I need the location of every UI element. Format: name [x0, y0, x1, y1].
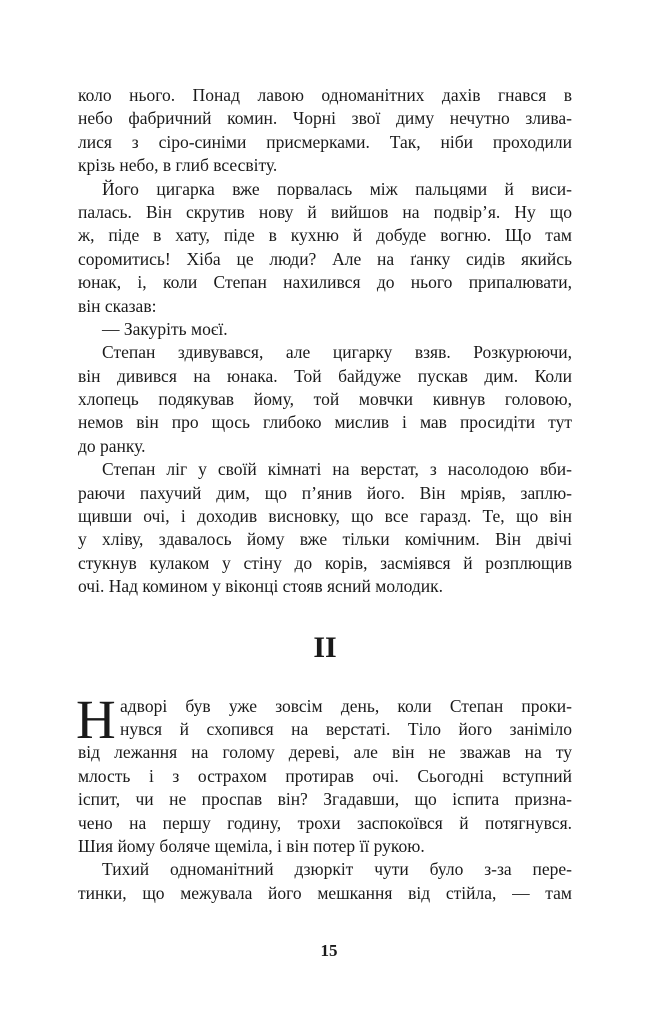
- text-line: чено на першу годину, трохи заспокоївся й потягнувся.: [78, 812, 572, 833]
- text-line: юнак, і, коли Степан нахилився до нього припалювати,: [78, 272, 572, 293]
- text-line: він сказав:: [78, 295, 157, 316]
- text-line: Шия йому боляче щеміла, і він потер її рукою.: [78, 835, 425, 856]
- text-line: у хліву, здавалось йому вже тільки комічним. Він двічі: [78, 529, 572, 550]
- text-line: лися з сіро-синіми присмерками. Так, ніби проходили: [78, 131, 572, 152]
- text-line: млость і з острахом протирав очі. Сьогодні вступний: [78, 765, 572, 786]
- text-line: соромитись! Хіба це люди? Але на ґанку сидів якийсь: [78, 248, 572, 269]
- page-body: [78, 84, 572, 905]
- text-line: раючи пахучий дим, що п’янив його. Він мріяв, заплю-: [78, 482, 572, 503]
- text-line: палась. Він скрутив нову й вийшов на подвір’я. Ну що: [78, 201, 572, 222]
- text-line: — Закуріть моєї.: [102, 318, 228, 339]
- text-line: він дивився на юнака. Той байдуже пускав дим. Коли: [78, 365, 572, 386]
- text-line: Тихий одноманітний дзюркіт чути було з-за пере-: [102, 859, 572, 880]
- section-two-text: [78, 741, 572, 905]
- text-line: від лежання на голому дереві, але він не зважав на ту: [78, 742, 572, 763]
- text-line: очі. Над комином у віконці стояв ясний молодик.: [78, 576, 443, 597]
- text-line: іспит, чи не проспав він? Згадавши, що іспита призна-: [78, 789, 572, 810]
- text-line: Степан ліг у своїй кімнаті на верстат, з насолодою вби-: [102, 459, 572, 480]
- text-line: нувся й схопився на верстаті. Тіло його заніміло: [120, 718, 572, 739]
- chapter-opening: [76, 688, 572, 750]
- text-line: Степан здивувався, але цигарку взяв. Розкурюючи,: [102, 342, 572, 363]
- text-line: до ранку.: [78, 435, 146, 456]
- section-one-text: [78, 84, 572, 599]
- text-line: небо фабричний комин. Чорні звої диму нечутно злива-: [78, 108, 572, 129]
- text-line: Його цигарка вже порвалась між пальцями й виси-: [102, 178, 572, 199]
- text-line: немов він про щось глибоко мислив і мав просидіти тут: [78, 412, 572, 433]
- text-line: тинки, що межувала його мешкання від стійла, — там: [78, 882, 572, 903]
- chapter-heading: II: [313, 630, 337, 664]
- text-line: ж, піде в хату, піде в кухню й добуде вогню. Що там: [78, 225, 572, 246]
- text-line: хлопець подякував йому, той мовчки кивнув головою,: [78, 389, 572, 410]
- text-line: коло нього. Понад лавою одноманітних дахів гнався в: [78, 85, 572, 105]
- text-line: адворі був уже зовсім день, коли Степан проки-: [120, 695, 572, 716]
- page-number: 15: [320, 941, 338, 960]
- text-line: щивши очі, і доходив висновку, що все гаразд. Те, що він: [78, 506, 572, 527]
- text-line: крізь небо, в глиб всесвіту.: [78, 155, 278, 176]
- drop-cap-letter: Н: [76, 688, 116, 750]
- text-line: стукнув кулаком у стіну до корів, засміявся й розплющив: [78, 552, 572, 573]
